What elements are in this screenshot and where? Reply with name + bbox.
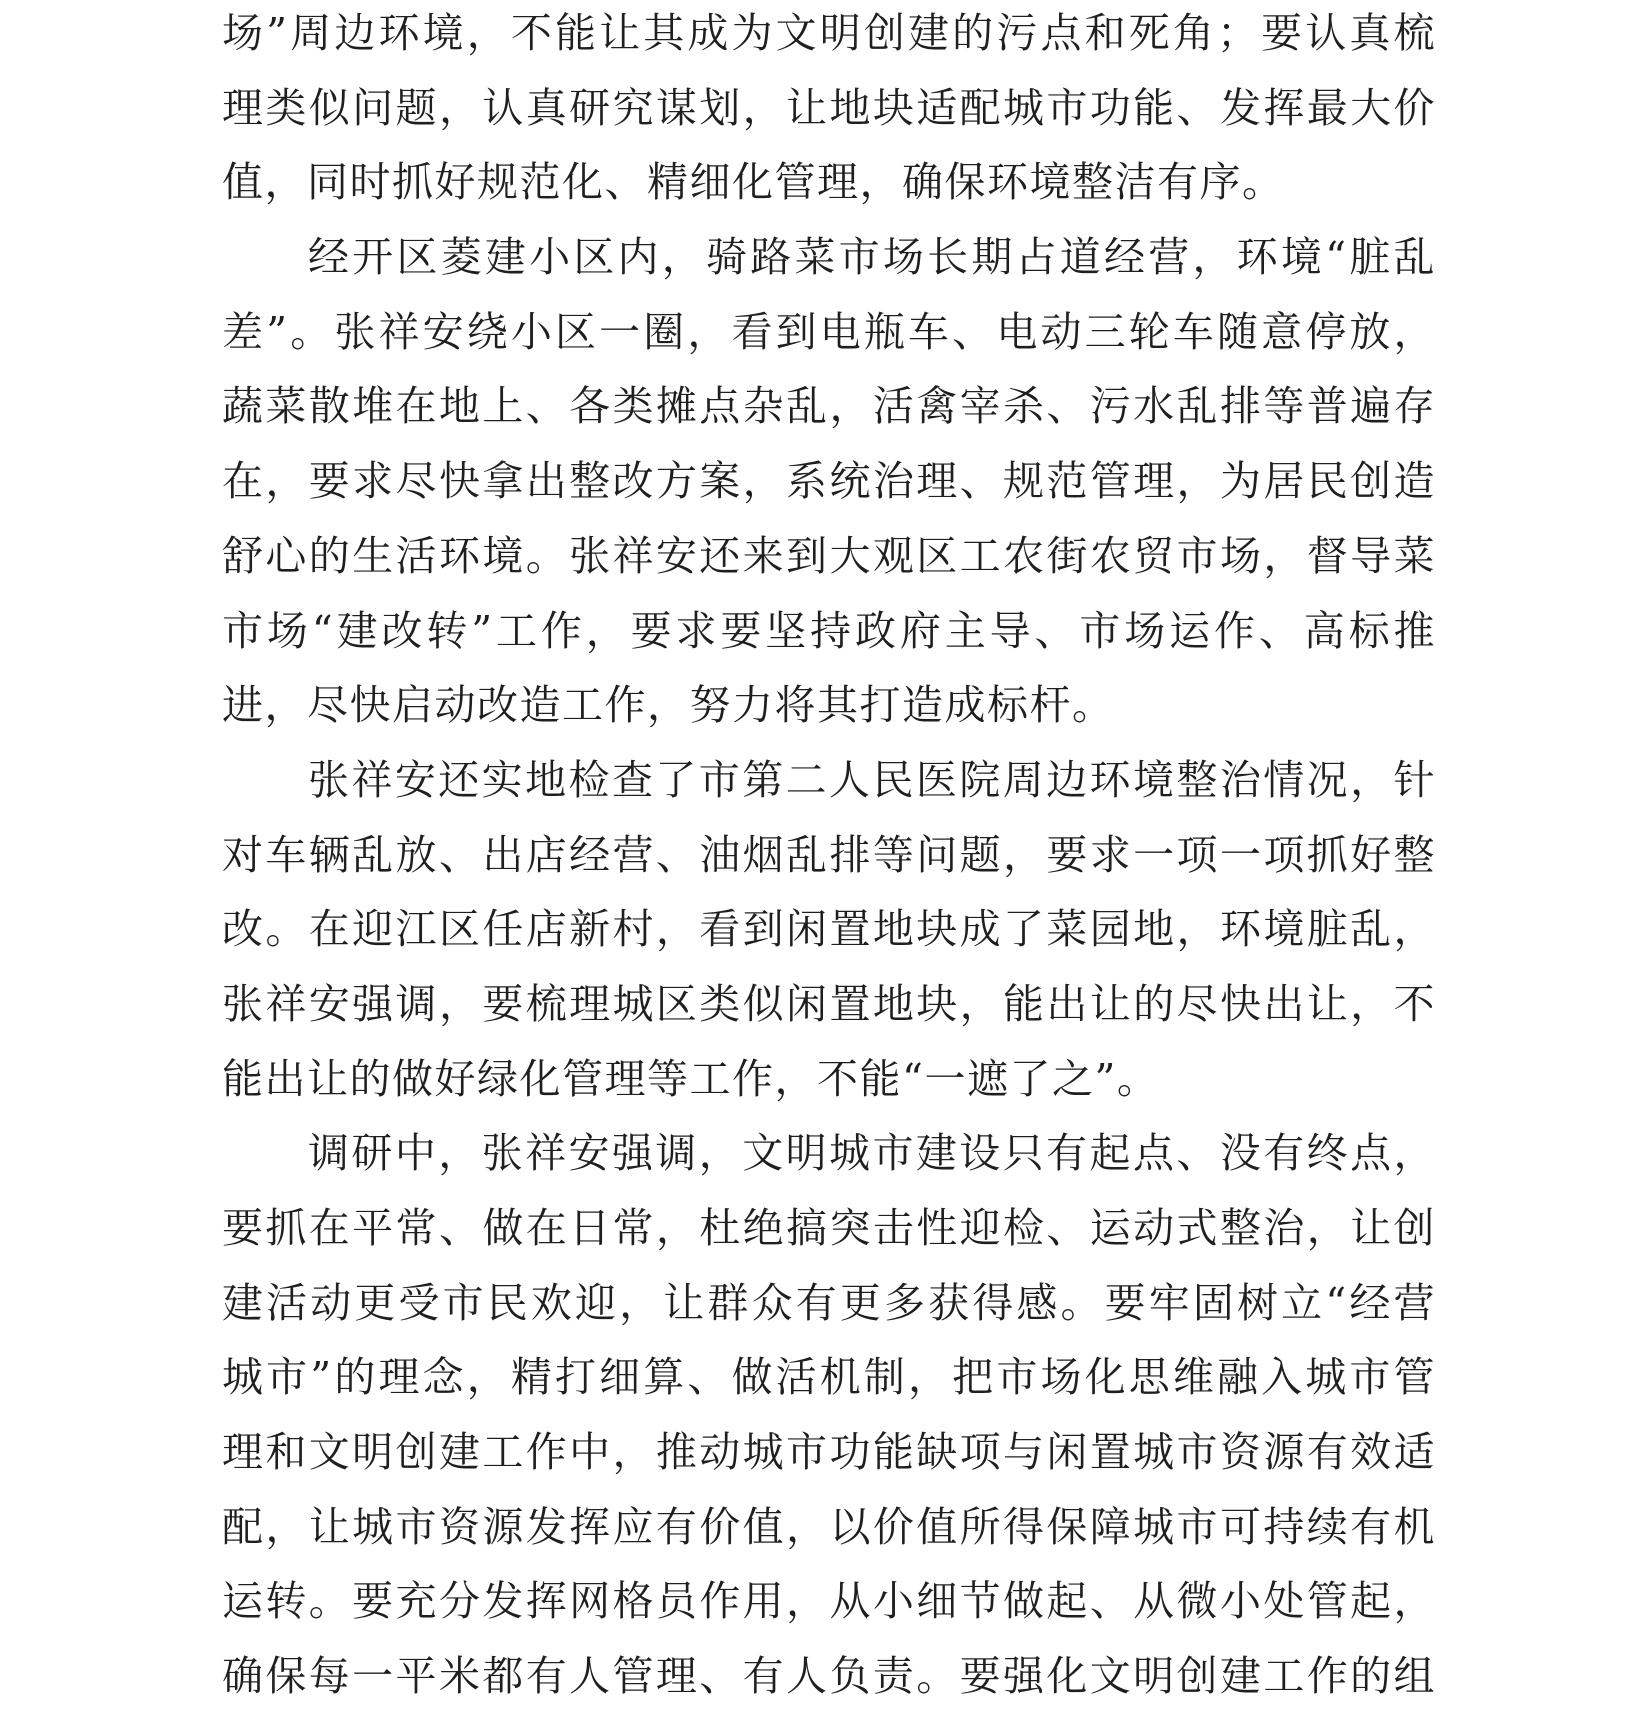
paragraph-first-line: 张祥安还实地检查了市第二人民医院周边环境整治情况，针 [308,755,1436,804]
paragraph-first-line: 调研中，张祥安强调，文明城市建设只有起点、没有终点， [308,1129,1436,1178]
text-line: 场”周边环境，不能让其成为文明创建的污点和死角；要认真梳 [222,9,1436,57]
text-line: 理和文明创建工作中，推动城市功能缺项与闲置城市资源有效适 [222,1428,1436,1477]
text-line: 改。在迎江区任店新村，看到闲置地块成了菜园地，环境脏乱， [222,905,1436,954]
text-line: 张祥安强调，要梳理城区类似闲置地块，能出让的尽快出让，不 [222,979,1436,1028]
text-lines [222,0,1436,1711]
text-line: 舒心的生活环境。张祥安还来到大观区工农街农贸市场，督导菜 [222,531,1436,580]
text-line: 对车辆乱放、出店经营、油烟乱排等问题，要求一项一项抓好整 [222,830,1436,879]
text-line: 理类似问题，认真研究谋划，让地块适配城市功能、发挥最大价 [222,83,1436,132]
paragraph-first-line: 经开区菱建小区内，骑路菜市场长期占道经营，环境“脏乱 [308,233,1436,282]
document-body [222,0,1436,1711]
text-line: 在，要求尽快拿出整改方案，系统治理、规范管理，为居民创造 [222,457,1436,506]
text-line: 市场“建改转”工作，要求要坚持政府主导、市场运作、高标推 [222,606,1436,655]
text-line: 城市”的理念，精打细算、做活机制，把市场化思维融入城市管 [222,1353,1436,1402]
text-line: 要抓在平常、做在日常，杜绝搞突击性迎检、运动式整治，让创 [222,1204,1436,1252]
text-line: 差”。张祥安绕小区一圈，看到电瓶车、电动三轮车随意停放， [222,307,1436,356]
text-line: 建活动更受市民欢迎，让群众有更多获得感。要牢固树立“经营 [222,1278,1436,1327]
text-line: 值，同时抓好规范化、精细化管理，确保环境整洁有序。 [222,158,1285,207]
text-line: 运转。要充分发挥网格员作用，从小细节做起、从微小处管起， [222,1577,1436,1626]
text-line: 进，尽快启动改造工作，努力将其打造成标杆。 [222,681,1115,730]
text-line: 蔬菜散堆在地上、各类摊点杂乱，活禽宰杀、污水乱排等普遍存 [222,382,1436,431]
text-line: 配，让城市资源发挥应有价值，以价值所得保障城市可持续有机 [222,1502,1436,1551]
text-line: 能出让的做好绿化管理等工作，不能“一遮了之”。 [222,1054,1160,1103]
text-line: 确保每一平米都有人管理、有人负责。要强化文明创建工作的组 [222,1652,1436,1701]
